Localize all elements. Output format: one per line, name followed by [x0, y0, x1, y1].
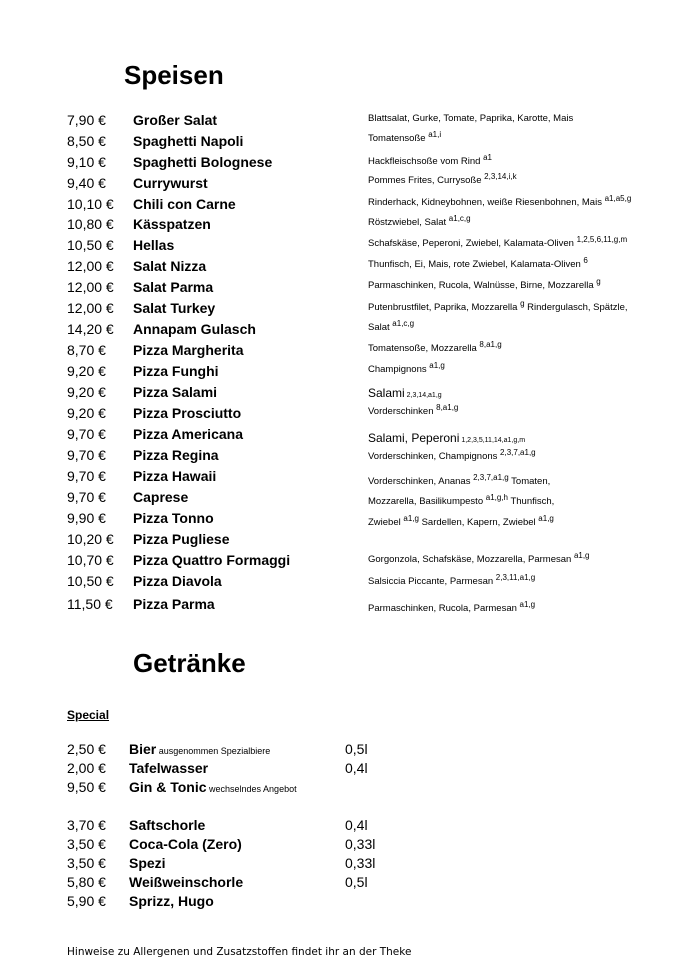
item-price: 12,00 € — [67, 258, 114, 274]
item-name: Chili con Carne — [133, 196, 236, 212]
item-description — [368, 403, 459, 417]
allergen-codes: a1 — [483, 153, 493, 162]
description-text: Vorderschinken, Ananas — [368, 476, 474, 487]
item-price: 9,70 € — [67, 447, 106, 463]
item-description — [368, 493, 555, 507]
allergen-codes: 1,2,3,5,11,14,a1,g,m — [459, 437, 526, 444]
drink-name — [129, 741, 270, 757]
description-text: Rindergulasch, Spätzle, — [524, 302, 628, 313]
description-text: Schafskäse, Peperoni, Zwiebel, Kalamata-Oliven — [368, 238, 577, 249]
item-description — [368, 573, 536, 587]
drink-price: 5,90 € — [67, 893, 106, 909]
item-description — [368, 473, 551, 487]
item-price: 10,70 € — [67, 552, 114, 568]
item-price: 8,70 € — [67, 342, 106, 358]
drink-name — [129, 836, 242, 852]
item-price: 10,20 € — [67, 531, 114, 547]
item-name: Pizza Prosciutto — [133, 405, 242, 421]
item-name: Pizza Hawaii — [133, 468, 217, 484]
description-text: Blattsalat, Gurke, Tomate, Paprika, Karotte, Mais — [368, 113, 574, 124]
item-price: 9,70 € — [67, 426, 106, 442]
item-description — [368, 172, 517, 186]
allergen-codes: 8,a1,g — [479, 340, 502, 349]
description-text: Tomatensoße — [368, 133, 429, 144]
item-description — [368, 600, 536, 614]
item-name: Kässpatzen — [133, 216, 211, 232]
allergen-codes: a1,g — [429, 361, 445, 370]
item-price: 9,70 € — [67, 489, 106, 505]
item-description — [368, 299, 628, 313]
description-text: Vorderschinken — [368, 406, 437, 417]
allergen-codes: 2,3,7,a1,g — [500, 448, 536, 457]
item-name: Großer Salat — [133, 112, 218, 128]
special-label: Special — [67, 708, 110, 722]
drink-name-text: Sprizz, Hugo — [129, 893, 214, 909]
item-description — [368, 235, 628, 249]
item-name: Pizza Tonno — [133, 510, 214, 526]
allergen-codes: a1,g — [573, 551, 590, 560]
drink-price: 3,50 € — [67, 836, 106, 852]
drink-price: 3,70 € — [67, 817, 106, 833]
allergen-codes: a1,g — [538, 514, 554, 523]
item-description — [368, 319, 415, 333]
item-description — [368, 386, 442, 400]
description-text: Vorderschinken, Champignons — [368, 451, 501, 462]
item-description — [368, 340, 502, 354]
description-text: Hackfleischsoße vom Rind — [368, 156, 484, 167]
allergen-codes: a1,g — [403, 514, 419, 523]
item-price: 9,10 € — [67, 154, 106, 170]
allergen-codes: a1,a5,g — [604, 194, 632, 203]
description-text: Sardellen, Kapern, Zwiebel — [418, 517, 539, 528]
item-name: Pizza Salami — [133, 384, 218, 400]
description-text: Rinderhack, Kidneybohnen, weiße Riesenbohnen, Mais — [368, 197, 605, 208]
item-price: 14,20 € — [67, 321, 114, 337]
description-text: Champignons — [368, 364, 430, 375]
allergen-codes: a1,g — [519, 600, 536, 609]
item-price: 10,50 € — [67, 573, 114, 589]
drink-volume: 0,5l — [345, 741, 368, 757]
drink-name — [129, 779, 297, 795]
drink-price: 3,50 € — [67, 855, 106, 871]
drink-name-text: Weißweinschorle — [129, 874, 244, 890]
allergen-codes: a1,i — [428, 130, 442, 139]
description-text: Mozzarella, Basilikumpesto — [368, 496, 486, 507]
item-price: 7,90 € — [67, 112, 106, 128]
drink-name-text: Bier — [129, 741, 157, 757]
item-description — [368, 153, 493, 167]
drink-price: 2,00 € — [67, 760, 106, 776]
drink-name — [129, 760, 208, 776]
drink-name — [129, 855, 166, 871]
item-description — [368, 256, 588, 270]
item-name: Spaghetti Bolognese — [133, 154, 273, 170]
allergen-codes: 1,2,5,6,11,g,m — [576, 235, 628, 244]
item-description — [368, 130, 442, 144]
item-price: 12,00 € — [67, 279, 114, 295]
drinks-title: Getränke — [133, 648, 246, 678]
drink-volume: 0,33l — [345, 836, 376, 852]
item-description — [368, 194, 632, 208]
description-text: Salami, Peperoni — [368, 431, 460, 445]
item-name: Pizza Funghi — [133, 363, 219, 379]
allergen-codes: a1,c,g — [448, 214, 471, 223]
description-text: Tomatensoße, Mozzarella — [368, 343, 480, 354]
item-price: 8,50 € — [67, 133, 106, 149]
description-text: Pommes Frites, Currysoße — [368, 175, 485, 186]
allergen-codes: g — [520, 299, 525, 308]
description-text: Zwiebel — [368, 517, 404, 528]
drink-name — [129, 817, 205, 833]
item-description — [368, 361, 445, 375]
description-text: Thunfisch, Ei, Mais, rote Zwiebel, Kalamata-Oliven — [368, 259, 584, 270]
item-price: 9,40 € — [67, 175, 106, 191]
description-text: Putenbrustfilet, Paprika, Mozzarella — [368, 302, 521, 313]
drink-name-text: Coca-Cola (Zero) — [129, 836, 242, 852]
item-name: Pizza Parma — [133, 596, 215, 612]
description-text: Salat — [368, 322, 393, 333]
item-price: 9,90 € — [67, 510, 106, 526]
drink-name-text: Tafelwasser — [129, 760, 209, 776]
item-price: 9,20 € — [67, 405, 106, 421]
item-name: Pizza Pugliese — [133, 531, 230, 547]
item-price: 9,20 € — [67, 384, 106, 400]
item-name: Pizza Americana — [133, 426, 243, 442]
drink-volume: 0,4l — [345, 760, 368, 776]
description-text: Thunfisch, — [508, 496, 555, 507]
description-text: Salsiccia Piccante, Parmesan — [368, 576, 496, 587]
item-description — [368, 214, 471, 228]
allergen-codes: 2,3,11,a1,g — [495, 573, 536, 582]
drink-name — [129, 874, 243, 890]
allergen-codes: 2,3,7,a1,g — [473, 473, 509, 482]
description-text: Salami — [368, 386, 405, 400]
item-name: Pizza Margherita — [133, 342, 244, 358]
item-name: Currywurst — [133, 175, 208, 191]
item-name: Salat Turkey — [133, 300, 216, 316]
item-price: 11,50 € — [67, 596, 113, 612]
drink-note: wechselndes Angebot — [206, 784, 297, 794]
item-name: Spaghetti Napoli — [133, 133, 244, 149]
description-text: Parmaschinken, Rucola, Walnüsse, Birne, Mozzarella — [368, 280, 597, 291]
item-price: 10,80 € — [67, 216, 114, 232]
drink-volume: 0,5l — [345, 874, 368, 890]
description-text: Röstzwiebel, Salat — [368, 217, 449, 228]
food-title: Speisen — [124, 60, 224, 90]
allergen-codes: 6 — [583, 256, 588, 265]
drink-volume: 0,33l — [345, 855, 376, 871]
drink-name — [129, 893, 214, 909]
item-name: Caprese — [133, 489, 189, 505]
item-description — [368, 514, 554, 528]
allergen-codes: a1,c,g — [392, 319, 415, 328]
item-price: 9,70 € — [67, 468, 106, 484]
allergen-footer-note: Hinweise zu Allergenen und Zusatzstoffen findet ihr an der Theke — [67, 946, 412, 958]
drink-price: 2,50 € — [67, 741, 106, 757]
drink-price: 9,50 € — [67, 779, 106, 795]
drink-name-text: Gin & Tonic — [129, 779, 207, 795]
item-price: 10,10 € — [67, 196, 114, 212]
description-text: Tomaten, — [508, 476, 551, 487]
description-text: Gorgonzola, Schafskäse, Mozzarella, Parmesan — [368, 554, 574, 565]
allergen-codes: 8,a1,g — [436, 403, 459, 412]
item-name: Salat Nizza — [133, 258, 207, 274]
item-description — [368, 551, 590, 565]
allergen-codes: g — [596, 277, 601, 286]
item-price: 12,00 € — [67, 300, 114, 316]
item-name: Annapam Gulasch — [133, 321, 256, 337]
item-name: Salat Parma — [133, 279, 214, 295]
allergen-codes: 2,3,14,a1,g — [404, 392, 442, 399]
item-price: 10,50 € — [67, 237, 114, 253]
item-description — [368, 277, 601, 291]
item-name: Hellas — [133, 237, 175, 253]
allergen-codes: a1,g,h — [485, 493, 508, 502]
drink-volume: 0,4l — [345, 817, 368, 833]
item-description — [368, 448, 536, 462]
drink-note: ausgenommen Spezialbiere — [156, 746, 271, 756]
description-text: Parmaschinken, Rucola, Parmesan — [368, 603, 520, 614]
drink-name-text: Saftschorle — [129, 817, 206, 833]
item-name: Pizza Diavola — [133, 573, 222, 589]
item-price: 9,20 € — [67, 363, 106, 379]
item-name: Pizza Regina — [133, 447, 219, 463]
item-description — [368, 431, 525, 445]
allergen-codes: 2,3,14,i,k — [484, 172, 517, 181]
item-description — [368, 113, 573, 124]
item-name: Pizza Quattro Formaggi — [133, 552, 291, 568]
drink-price: 5,80 € — [67, 874, 106, 890]
drink-name-text: Spezi — [129, 855, 166, 871]
